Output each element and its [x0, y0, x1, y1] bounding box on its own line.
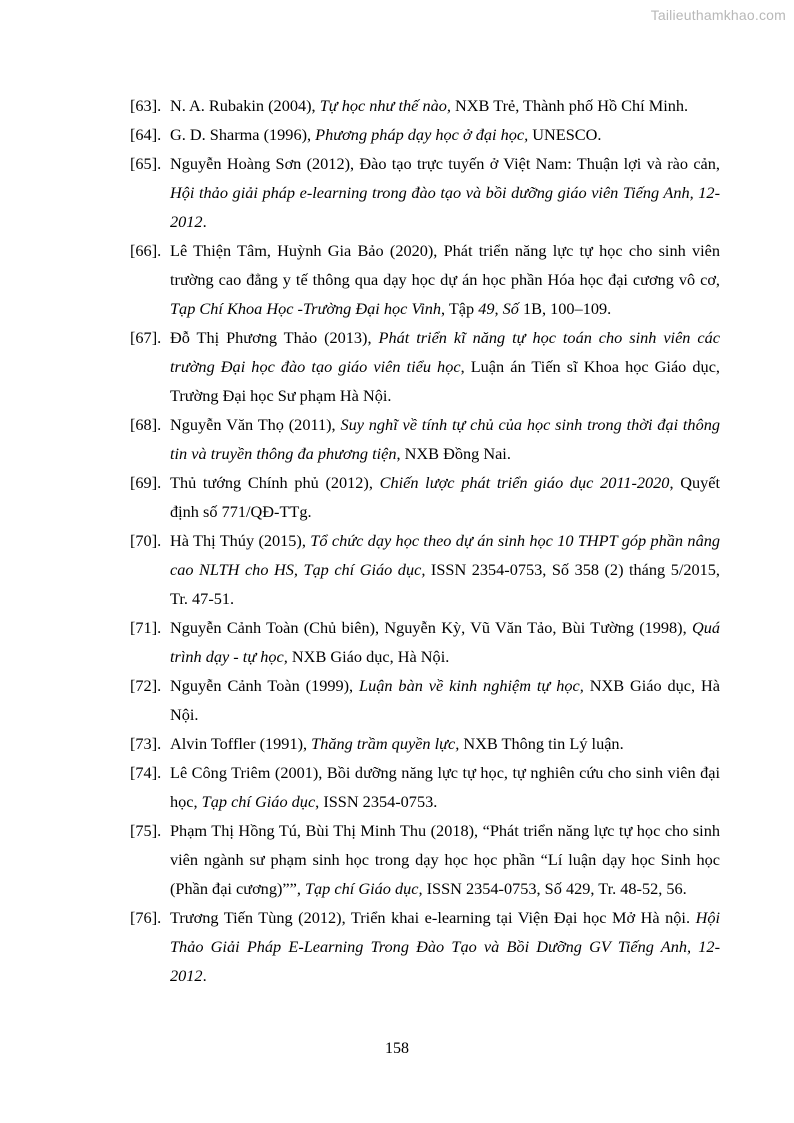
reference-entry [130, 671, 720, 729]
reference-title: Thăng trầm quyền lực, [311, 734, 460, 753]
reference-number: [75]. [130, 821, 162, 840]
reference-text: NXB Giáo dục, Hà Nội. [287, 647, 450, 666]
reference-text: Đỗ Thị Phương Thảo (2013), [170, 328, 379, 347]
reference-text: , Luận án Tiến sĩ Khoa học Giáo dục, Trường Đại học Sư phạm Hà Nội. [170, 357, 720, 405]
reference-text: , ISSN 2354-0753. [315, 792, 438, 811]
reference-entry [130, 758, 720, 816]
reference-text: Lê Thiện Tâm, Huỳnh Gia Bảo (2020), Phát triển năng lực tự học cho sinh viên trường cao đẳng y tế thông qua dạy học dự án học phần Hóa học đại cương vô cơ, [170, 241, 720, 289]
watermark: Tailieuthamkhao.com [650, 7, 786, 23]
reference-text: Nguyễn Cảnh Toàn (1999), [170, 676, 360, 695]
reference-entry [130, 91, 720, 120]
reference-entry [130, 816, 720, 903]
reference-text: N. A. Rubakin (2004), [170, 96, 320, 115]
reference-number: [74]. [130, 763, 162, 782]
reference-text: Hà Thị Thúy (2015), [170, 531, 311, 550]
reference-entry [130, 236, 720, 323]
reference-number: [76]. [130, 908, 162, 927]
reference-title: Tạp chí Giáo dục [201, 792, 316, 811]
reference-title: Tổ chức dạy học theo dự án sinh học 10 THPT góp phần nâng cao NLTH cho HS, Tạp chí Giáo dục, [170, 531, 720, 579]
reference-title: Quá trình dạy - tự học, [170, 618, 720, 666]
reference-number: [68]. [130, 415, 162, 434]
reference-title: Phát triển kĩ năng tự học toán cho sinh viên các trường Đại học đào tạo giáo viên tiểu học [170, 328, 720, 376]
reference-text: , Quyết định số 771/QĐ-TTg. [170, 473, 720, 521]
reference-title: Tạp chí Giáo dục, [304, 879, 423, 898]
reference-title: Suy nghĩ về tính tự chủ của học sinh trong thời đại thông tin và truyền thông đa phương tiện [170, 415, 720, 463]
reference-text: ISSN 2354-0753, Số 358 (2) tháng 5/2015, Tr. 47-51. [170, 560, 721, 608]
reference-text: 1B, 100–109. [518, 299, 612, 318]
reference-text: Lê Công Triêm (2001), Bồi dưỡng năng lực tự học, tự nghiên cứu cho sinh viên đại học, [170, 763, 720, 811]
reference-entry [130, 903, 720, 990]
reference-title: Tự học như thế nào, [319, 96, 451, 115]
reference-entry [130, 729, 720, 758]
reference-title: 49, Số [478, 299, 519, 318]
reference-title: Luận bàn về kinh nghiệm tự học, [359, 676, 584, 695]
page-number: 158 [385, 1040, 409, 1057]
reference-text: , NXB Đồng Nai. [396, 444, 511, 463]
reference-title: Tạp Chí Khoa Học -Trường Đại học Vinh [170, 299, 441, 318]
reference-text: NXB Giáo dục, Hà Nội. [170, 676, 720, 724]
reference-number: [67]. [130, 328, 162, 347]
reference-number: [73]. [130, 734, 162, 753]
reference-text: . [202, 966, 207, 985]
reference-entry [130, 120, 720, 149]
reference-title: Chiến lược phát triển giáo dục 2011-2020 [379, 473, 670, 492]
reference-text: Nguyễn Văn Thọ (2011), [170, 415, 341, 434]
reference-text: Nguyễn Cảnh Toàn (Chủ biên), Nguyễn Kỳ, Vũ Văn Tảo, Bùi Tường (1998), [170, 618, 692, 637]
reference-text: , Tập [441, 299, 479, 318]
reference-text: ISSN 2354-0753, Số 429, Tr. 48-52, 56. [422, 879, 687, 898]
reference-number: [66]. [130, 241, 162, 260]
reference-text: Thủ tướng Chính phủ (2012), [170, 473, 380, 492]
reference-number: [72]. [130, 676, 162, 695]
reference-text: . [202, 212, 207, 231]
reference-text: G. D. Sharma (1996), [170, 125, 316, 144]
reference-text: UNESCO. [528, 125, 602, 144]
reference-entry [130, 323, 720, 410]
reference-number: [70]. [130, 531, 162, 550]
reference-entry [130, 149, 720, 236]
reference-text: Nguyễn Hoàng Sơn (2012), Đào tạo trực tuyến ở Việt Nam: Thuận lợi và rào cản, [170, 154, 720, 173]
reference-entry [130, 613, 720, 671]
reference-number: [69]. [130, 473, 162, 492]
reference-title: Phương pháp dạy học ở đại học, [315, 125, 529, 144]
reference-number: [64]. [130, 125, 162, 144]
reference-list [130, 91, 720, 990]
reference-number: [63]. [130, 96, 162, 115]
reference-entry [130, 468, 720, 526]
reference-text: NXB Trẻ, Thành phố Hồ Chí Minh. [450, 96, 689, 115]
reference-entry [130, 526, 720, 613]
reference-text: Alvin Toffler (1991), [170, 734, 312, 753]
reference-number: [71]. [130, 618, 162, 637]
reference-title: Hội thảo giải pháp e-learning trong đào tạo và bồi dưỡng giáo viên Tiếng Anh, 12- 2012 [170, 183, 720, 231]
reference-title: Hội Thảo Giải Pháp E-Learning Trong Đào Tạo và Bồi Dưỡng GV Tiếng Anh, 12- 2012 [170, 908, 720, 985]
reference-number: [65]. [130, 154, 162, 173]
reference-text: Phạm Thị Hồng Tú, Bùi Thị Minh Thu (2018), “Phát triển năng lực tự học cho sinh viên ngành sư phạm sinh học trong dạy học học phần “Lí luận dạy học Sinh học (Phần đại cương)””, [170, 821, 720, 898]
reference-entry [130, 410, 720, 468]
reference-text: Trương Tiến Tùng (2012), Triển khai e-learning tại Viện Đại học Mở Hà nội. [170, 908, 696, 927]
reference-text: NXB Thông tin Lý luận. [459, 734, 624, 753]
